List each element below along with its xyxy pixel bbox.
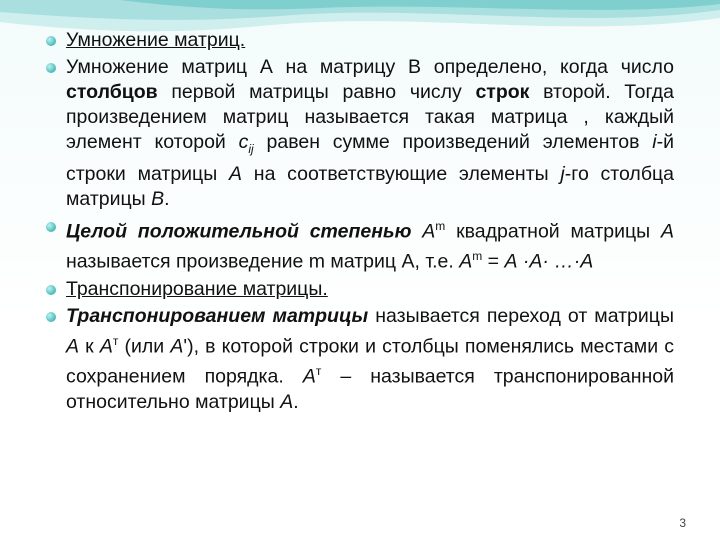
text: = bbox=[482, 250, 505, 273]
list-item bbox=[44, 214, 674, 275]
list-item bbox=[44, 28, 674, 53]
text: называется переход от матрицы bbox=[368, 304, 674, 327]
text: -й строки матрицы bbox=[66, 131, 674, 185]
list-item bbox=[44, 304, 674, 415]
symbol: А bbox=[660, 220, 674, 243]
subscript: ij bbox=[248, 141, 254, 156]
text: . bbox=[293, 390, 299, 413]
symbol: А bbox=[422, 220, 436, 243]
bullet-icon bbox=[46, 36, 56, 46]
superscript: m bbox=[472, 249, 483, 264]
bold-italic-term: Транспонированием матрицы bbox=[66, 304, 369, 327]
text: – называется транспонированной относительно матрицы bbox=[66, 365, 675, 413]
text: называется произведение m матриц А, т.е. bbox=[66, 250, 460, 273]
formula: А ·А· …·А bbox=[504, 250, 594, 273]
text: -го столбца матрицы bbox=[66, 162, 674, 210]
bold-term: столбцов bbox=[66, 81, 158, 103]
symbol: А bbox=[229, 162, 243, 185]
text bbox=[411, 220, 422, 242]
superscript: m bbox=[435, 218, 446, 233]
list-item bbox=[44, 55, 674, 212]
symbol: А bbox=[170, 335, 184, 358]
symbol: В bbox=[151, 187, 165, 210]
text: к bbox=[79, 335, 100, 358]
bold-term: строк bbox=[475, 81, 530, 103]
symbol: i bbox=[652, 131, 657, 153]
symbol: А bbox=[66, 335, 80, 358]
symbol: А bbox=[459, 250, 473, 273]
list-item bbox=[44, 277, 674, 302]
text: (или bbox=[118, 335, 171, 358]
text: второй. Тогда произведением матриц называется такая матрица , каждый элемент которой bbox=[66, 81, 674, 153]
bullet-icon bbox=[46, 312, 56, 322]
text: на соответствующие элементы bbox=[242, 162, 561, 185]
text: квадратной матрицы bbox=[445, 220, 661, 243]
symbol: j bbox=[560, 162, 565, 185]
text: первой матрицы равно числу bbox=[157, 81, 476, 103]
symbol: А bbox=[280, 390, 294, 413]
bold-italic-term: Целой положительной степенью bbox=[66, 220, 412, 243]
bullet-list bbox=[44, 28, 674, 417]
symbol: А bbox=[99, 335, 113, 358]
bullet-icon bbox=[46, 63, 56, 73]
page-number: 3 bbox=[679, 516, 686, 530]
text: Умножение матриц А на матрицу В определено, когда число bbox=[66, 56, 674, 78]
superscript: т bbox=[315, 364, 322, 379]
bullet-icon bbox=[46, 285, 56, 295]
text: '), в которой строки и столбцы поменялись местами с сохранением порядка. bbox=[66, 335, 674, 388]
superscript: т bbox=[112, 333, 119, 348]
bullet-icon bbox=[46, 222, 56, 232]
text: равен сумме произведений элементов bbox=[253, 131, 653, 153]
text: . bbox=[164, 187, 170, 210]
heading-matrix-multiplication: Умножение матриц. bbox=[66, 29, 246, 51]
symbol: А bbox=[302, 365, 316, 388]
symbol: c bbox=[238, 131, 249, 153]
heading-transposition: Транспонирование матрицы. bbox=[66, 277, 328, 300]
